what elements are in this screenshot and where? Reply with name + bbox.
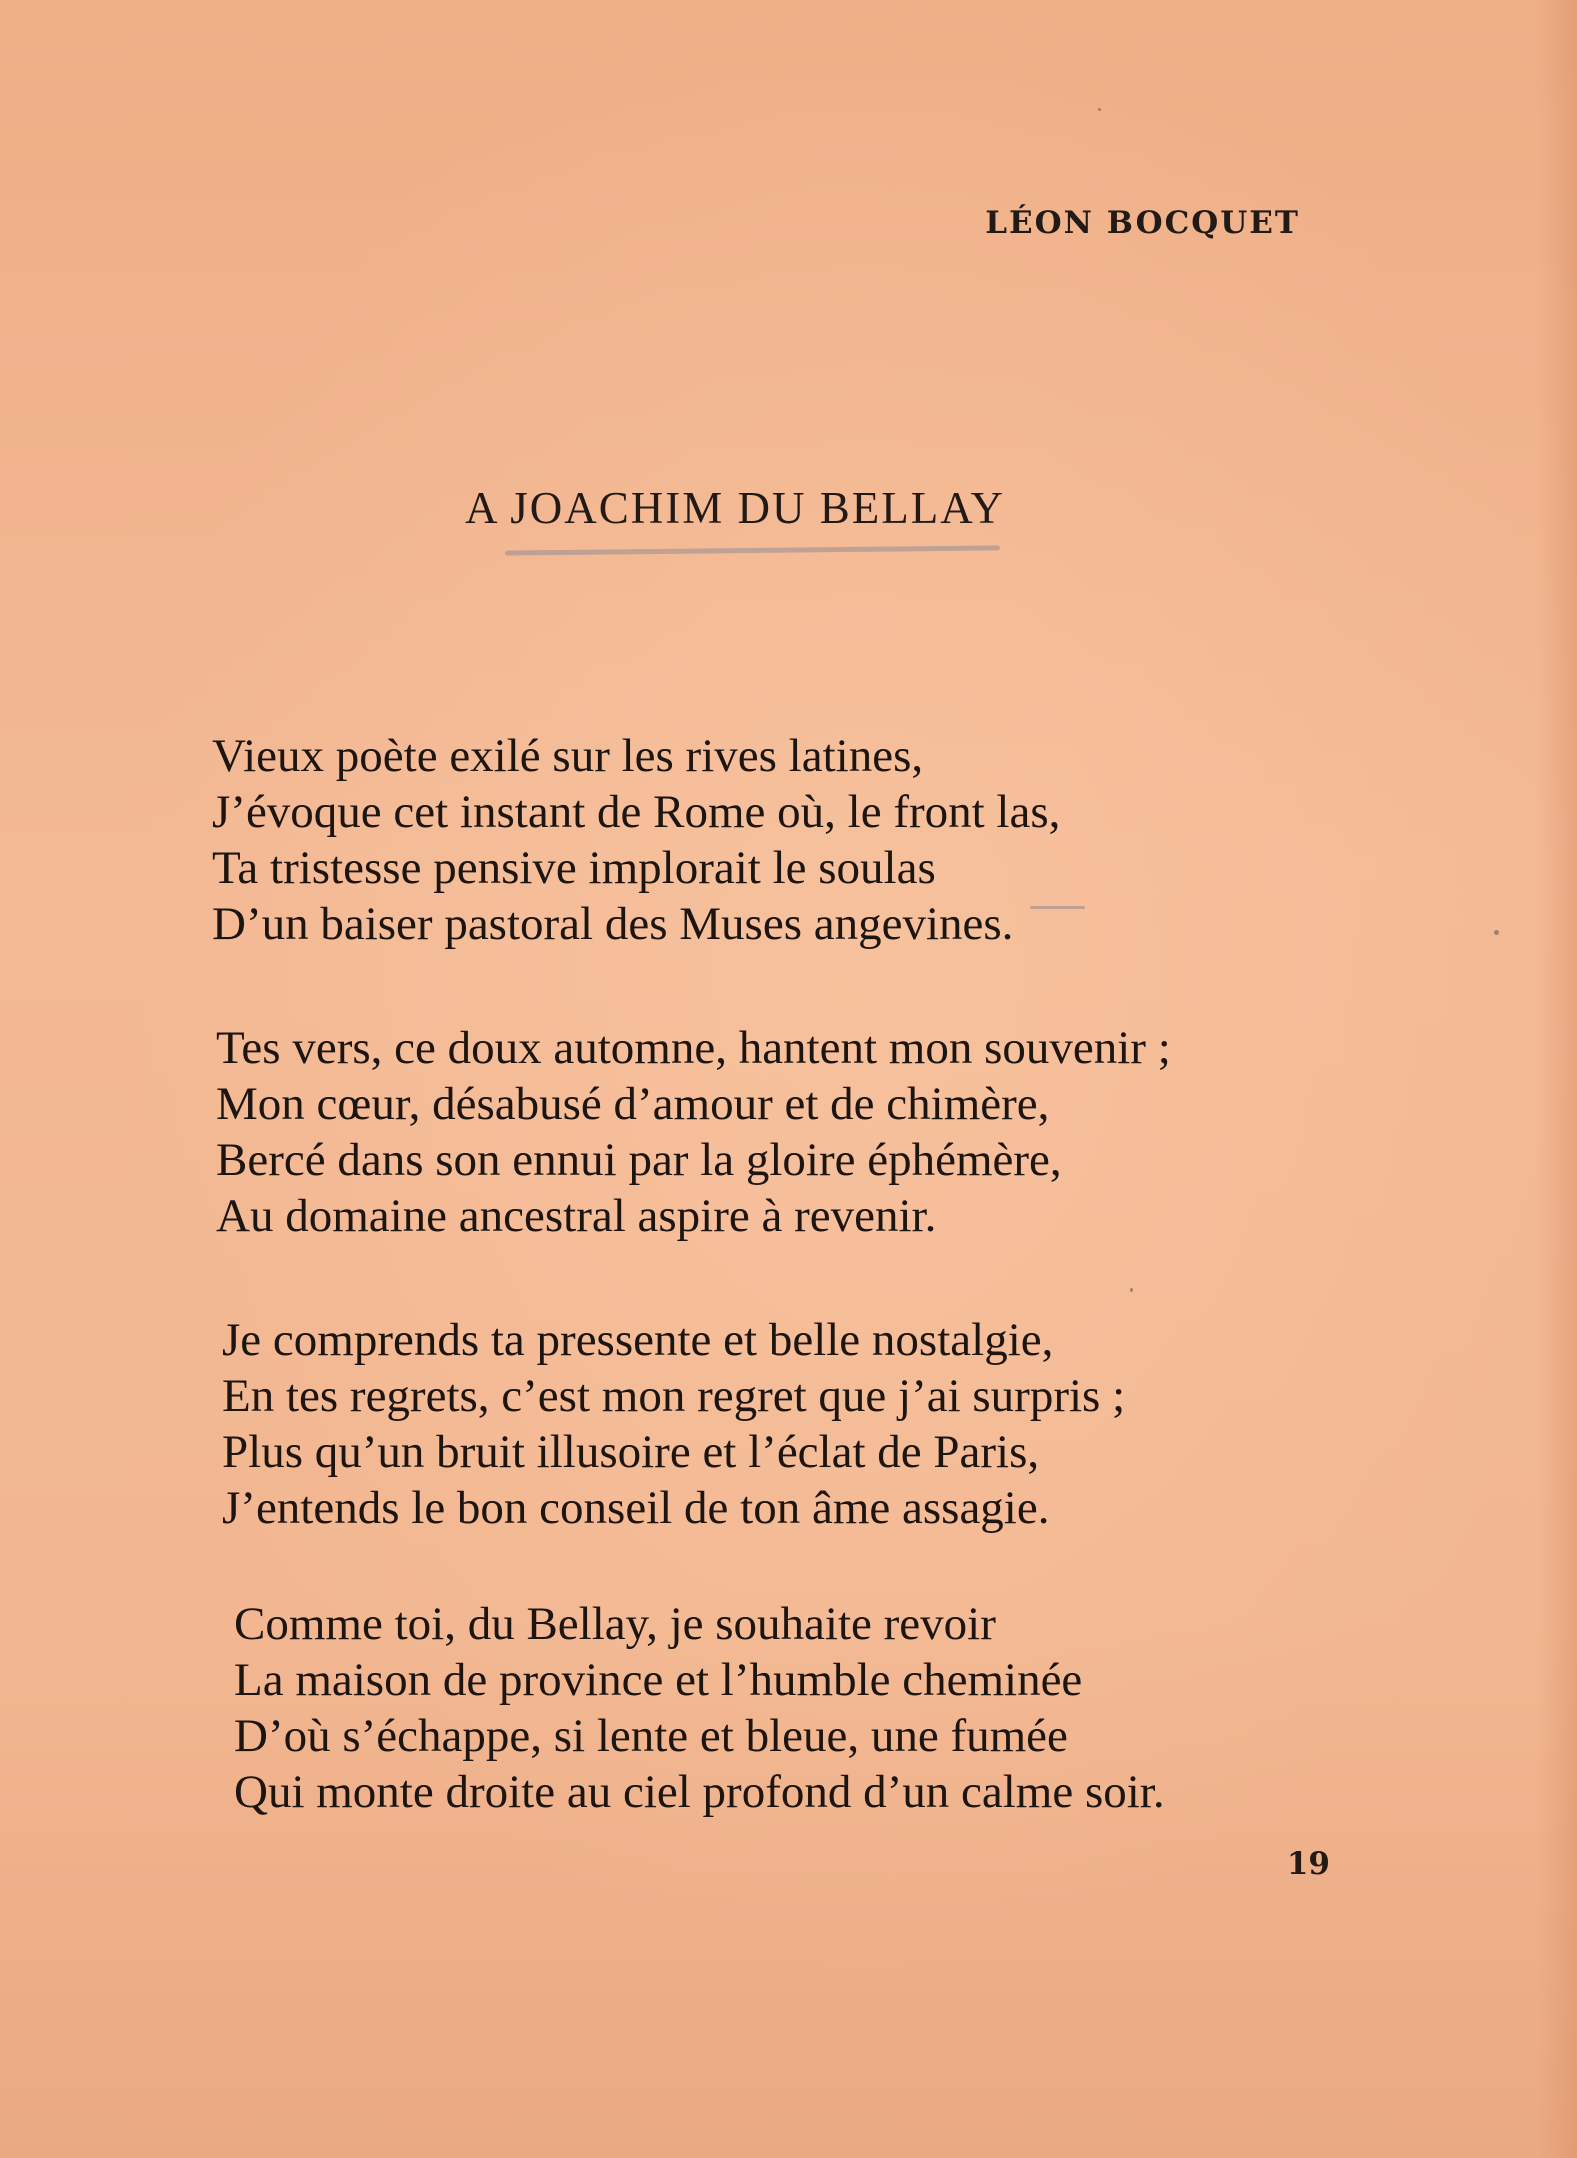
verse-line: Je comprends ta pressente et belle nostalgie, xyxy=(222,1314,1054,1366)
stanza-1 xyxy=(212,728,1332,952)
verse-line: Mon cœur, désabusé d’amour et de chimère, xyxy=(216,1078,1050,1130)
verse-line: Tes vers, ce doux automne, hantent mon souvenir ; xyxy=(216,1022,1171,1074)
running-header-author: LÉON BOCQUET xyxy=(985,205,1300,241)
verse-line: J’entends le bon conseil de ton âme assagie. xyxy=(222,1482,1050,1534)
verse-line: En tes regrets, c’est mon regret que j’ai surpris ; xyxy=(222,1370,1126,1422)
verse-line: Vieux poète exilé sur les rives latines, xyxy=(212,730,924,782)
verse-line: D’un baiser pastoral des Muses angevines. xyxy=(212,898,1014,950)
verse-line: Plus qu’un bruit illusoire et l’éclat de Paris, xyxy=(222,1426,1040,1478)
verse-line: Bercé dans son ennui par la gloire éphémère, xyxy=(216,1134,1062,1186)
paper-speck xyxy=(1098,108,1101,111)
pencil-mark xyxy=(1030,906,1085,909)
verse-line: Au domaine ancestral aspire à revenir. xyxy=(216,1190,937,1242)
verse-line: Qui monte droite au ciel profond d’un calme soir. xyxy=(234,1766,1165,1818)
stanza-2 xyxy=(216,1020,1336,1244)
poem-title: A JOACHIM DU BELLAY xyxy=(464,483,1006,533)
pencil-underline xyxy=(505,545,1000,555)
page-number: 19 xyxy=(1286,1846,1330,1882)
verse-line: La maison de province et l’humble cheminée xyxy=(234,1654,1083,1706)
stanza-4 xyxy=(234,1596,1354,1820)
page-edge-shadow xyxy=(1537,0,1577,2158)
paper-speck xyxy=(1130,1288,1133,1292)
verse-line: Comme toi, du Bellay, je souhaite revoir xyxy=(234,1598,996,1650)
verse-line: Ta tristesse pensive implorait le soulas xyxy=(212,842,936,894)
stanza-3 xyxy=(222,1312,1342,1536)
paper-speck xyxy=(1494,930,1499,935)
verse-line: J’évoque cet instant de Rome où, le front las, xyxy=(212,786,1061,838)
verse-line: D’où s’échappe, si lente et bleue, une fumée xyxy=(234,1710,1068,1762)
